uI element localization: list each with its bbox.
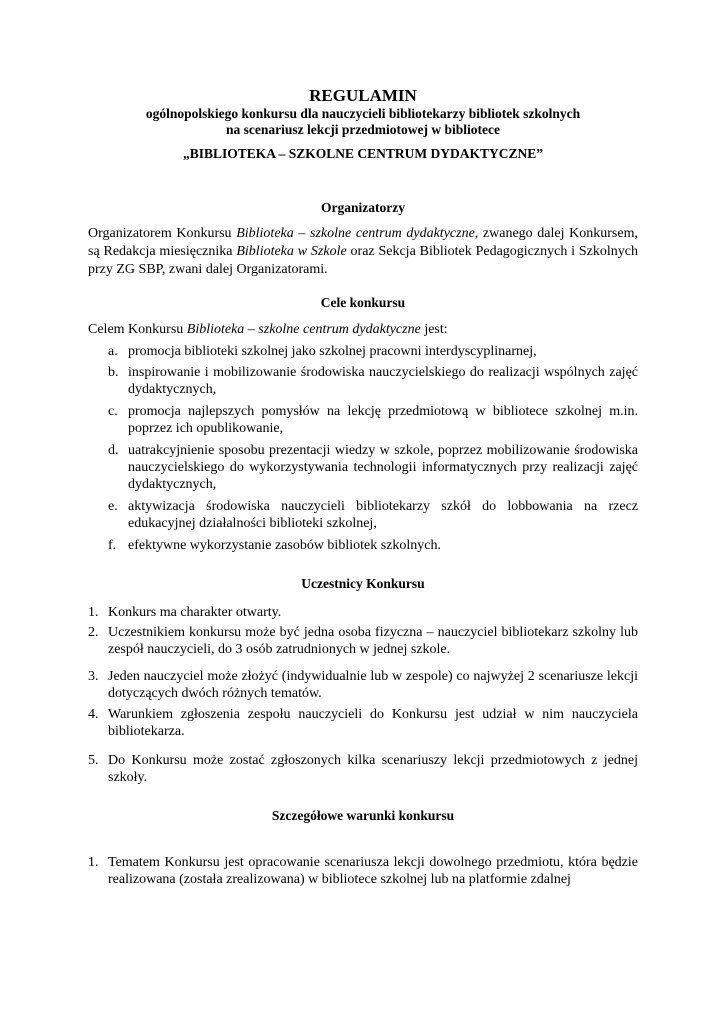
list-item-text: efektywne wykorzystanie zasobów bibliotek szkolnych. [128, 538, 441, 553]
goals-intro-text-2: jest: [420, 322, 448, 337]
organizers-heading: Organizatorzy [321, 200, 405, 215]
list-item [88, 624, 638, 658]
goals-intro-contest-title: Biblioteka – szkolne centrum dydaktyczne [186, 322, 421, 337]
goals-list [88, 343, 638, 554]
list-item-text: Do Konkursu może zostać zgłoszonych kilka scenariuszy lekcji przedmiotowych z jednej szkoły. [108, 753, 638, 785]
list-item-text: promocja najlepszych pomysłów na lekcję przedmiotową w bibliotece szkolnej m.in. poprzez ich opublikowanie, [128, 404, 638, 436]
list-marker: 3. [88, 669, 99, 684]
participants-list [88, 604, 638, 786]
goals-intro [88, 321, 638, 339]
list-marker: e. [108, 499, 118, 514]
list-item [88, 442, 638, 493]
list-marker: b. [108, 365, 119, 380]
list-marker: c. [108, 404, 118, 419]
list-item [88, 537, 638, 554]
list-item-text: Tematem Konkursu jest opracowanie scenariusza lekcji dowolnego przedmiotu, która będzie realizowana (została zrealizowana) w bibliotece szkolnej lub na platformie zdalnej [108, 855, 638, 887]
contest-name: „BIBLIOTEKA – SZKOLNE CENTRUM DYDAKTYCZNE” [182, 146, 544, 161]
list-item [88, 604, 638, 621]
list-item [88, 364, 638, 398]
document-title: REGULAMIN [309, 86, 417, 105]
organizers-text-3: oraz Sekcja Bibliotek Pedagogicznych i Szkolnych przy ZG SBP, zwani dalej Organizatorami. [88, 244, 638, 277]
list-marker: a. [108, 344, 118, 359]
list-item [88, 498, 638, 532]
list-item [88, 403, 638, 437]
list-item-text: Konkurs ma charakter otwarty. [108, 605, 282, 620]
list-item-text: Uczestnikiem konkursu może być jedna osoba fizyczna – nauczyciel bibliotekarz szkolny lub zespół nauczycieli, do 3 osób zatrudnionych w jednej szkole. [108, 625, 638, 657]
list-item-text: aktywizacja środowiska nauczycieli bibliotekarzy szkół do lobbowania na rzecz edukacyjnej działalności biblioteki szkolnej, [128, 499, 638, 531]
organizers-magazine-title: Biblioteka w Szkole [236, 244, 347, 259]
conditions-list [88, 854, 638, 888]
list-marker: 2. [88, 625, 99, 640]
participants-heading: Uczestnicy Konkursu [301, 576, 425, 591]
list-item [88, 343, 638, 360]
organizers-text-2: , zwanego dalej Konkursem, są Redakcja miesięcznika [88, 226, 638, 259]
goals-heading: Cele konkursu [320, 295, 406, 310]
list-marker: 4. [88, 707, 99, 722]
list-marker: d. [108, 443, 119, 458]
list-marker: f. [108, 538, 117, 553]
organizers-contest-title: Biblioteka – szkolne centrum dydaktyczne [236, 226, 475, 241]
list-item-text: uatrakcyjnienie sposobu prezentacji wiedzy w szkole, poprzez mobilizowanie środowiska nauczycielskiego do wykorzystywania technologii informatycznych przy realizacji zajęć dydaktycznych, [128, 443, 638, 492]
goals-intro-text-1: Celem Konkursu [88, 322, 187, 337]
list-item [88, 752, 638, 786]
document-page [88, 86, 638, 888]
organizers-paragraph [88, 225, 638, 279]
list-item [88, 706, 638, 740]
list-marker: 1. [88, 855, 99, 870]
list-marker: 1. [88, 605, 99, 620]
list-item-text: inspirowanie i mobilizowanie środowiska nauczycielskiego do realizacji wspólnych zajęć dydaktycznych, [128, 365, 638, 397]
conditions-heading: Szczegółowe warunki konkursu [271, 808, 455, 823]
organizers-text-1: Organizatorem Konkursu [88, 226, 237, 241]
document-subtitle-line1: ogólnopolskiego konkursu dla nauczycieli bibliotekarzy bibliotek szkolnych [145, 106, 581, 121]
list-marker: 5. [88, 753, 99, 768]
list-item-text: Warunkiem zgłoszenia zespołu nauczycieli do Konkursu jest udział w nim nauczyciela bibliotekarza. [108, 707, 638, 739]
list-item [88, 854, 638, 888]
document-subtitle-line2: na scenariusz lekcji przedmiotowej w bibliotece [225, 122, 501, 137]
list-item [88, 668, 638, 702]
list-item-text: Jeden nauczyciel może złożyć (indywidualnie lub w zespole) co najwyżej 2 scenariusze lekcji dotyczących dwóch różnych tematów. [108, 669, 638, 701]
list-item-text: promocja biblioteki szkolnej jako szkolnej pracowni interdyscyplinarnej, [128, 344, 537, 359]
